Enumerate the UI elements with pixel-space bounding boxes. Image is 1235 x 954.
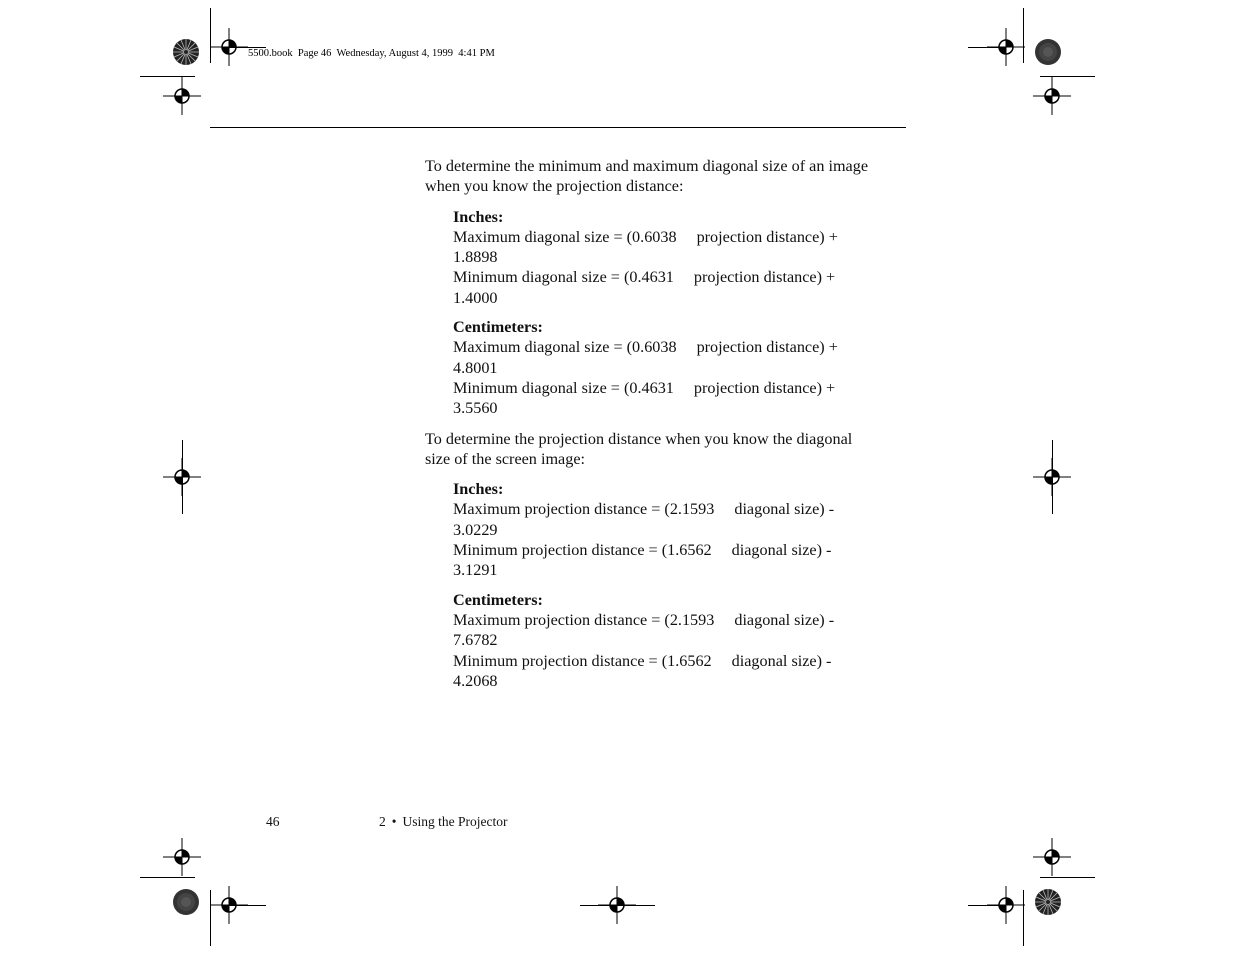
formula-right: diagonal size) - [734, 610, 835, 629]
bullet-separator: • [391, 814, 397, 829]
formula-line [453, 267, 915, 287]
crop-line [580, 905, 655, 906]
formula-right: diagonal size) - [734, 500, 835, 519]
formula-left: Maximum projection distance = (2.1593 [453, 500, 715, 519]
formula-constant: 4.8001 [453, 358, 498, 377]
formula-constant: 4.2068 [453, 671, 498, 690]
formula-constant: 3.5560 [453, 399, 498, 418]
formula-constant: 1.8898 [453, 248, 498, 267]
crop-line [140, 877, 195, 878]
formula-constant: 1.4000 [453, 288, 498, 307]
formula-line [453, 227, 915, 247]
chapter-number: 2 [379, 814, 386, 829]
intro-line: when you know the projection distance: [425, 177, 684, 196]
group-heading: Inches: [453, 207, 504, 226]
crop-line [182, 440, 183, 514]
starburst-mark-icon [172, 38, 200, 66]
formula-line [453, 651, 915, 671]
formula-constant: 3.1291 [453, 561, 498, 580]
formula-right: projection distance) + [693, 378, 836, 397]
crop-line [1052, 440, 1053, 514]
formula-left: Minimum projection distance = (1.6562 [453, 541, 712, 560]
starburst-mark-icon [172, 888, 200, 916]
formula-left: Maximum diagonal size = (0.6038 [453, 338, 677, 357]
running-footer [379, 814, 507, 830]
formula-line [453, 540, 915, 560]
formula-group-inches [453, 207, 915, 308]
registration-mark-icon [163, 77, 201, 115]
formula-right: projection distance) + [696, 227, 838, 246]
registration-mark-icon [1033, 77, 1071, 115]
formula-left: Minimum diagonal size = (0.4631 [453, 268, 674, 287]
formula-right: diagonal size) - [731, 541, 832, 560]
formula-left: Minimum diagonal size = (0.4631 [453, 378, 674, 397]
header-rule [210, 127, 906, 128]
group-heading: Centimeters: [453, 318, 543, 337]
crop-line [228, 905, 266, 906]
formula-line [453, 337, 915, 357]
starburst-mark-icon [1034, 38, 1062, 66]
starburst-mark-icon [1034, 888, 1062, 916]
formula-line [453, 610, 915, 630]
registration-mark-icon [1033, 838, 1071, 876]
page-number: 46 [266, 814, 280, 829]
crop-line [1040, 877, 1095, 878]
formula-left: Minimum projection distance = (1.6562 [453, 651, 712, 670]
group-heading: Inches: [453, 480, 504, 499]
crop-line [228, 47, 266, 48]
intro-line: To determine the projection distance when you know the diagonal [425, 429, 853, 448]
intro-paragraph [425, 156, 915, 197]
crop-line [968, 47, 1006, 48]
intro-paragraph [425, 429, 915, 470]
formula-right: projection distance) + [696, 338, 838, 357]
registration-mark-icon [163, 838, 201, 876]
formula-group-centimeters [453, 317, 915, 418]
body-text [425, 156, 915, 700]
formula-constant: 7.6782 [453, 631, 498, 650]
crop-line [968, 905, 1006, 906]
formula-constant: 3.0229 [453, 520, 498, 539]
formula-left: Maximum diagonal size = (0.6038 [453, 227, 677, 246]
formula-right: projection distance) + [693, 268, 836, 287]
chapter-title: Using the Projector [402, 814, 508, 829]
slug-line: 5500.book Page 46 Wednesday, August 4, 1999 4:41 PM [248, 48, 495, 59]
formula-group-inches [453, 479, 915, 580]
formula-line [453, 378, 915, 398]
group-heading: Centimeters: [453, 590, 543, 609]
formula-right: diagonal size) - [731, 651, 832, 670]
formula-group-centimeters [453, 590, 915, 691]
formula-line [453, 499, 915, 519]
formula-left: Maximum projection distance = (2.1593 [453, 610, 715, 629]
intro-line: To determine the minimum and maximum diagonal size of an image [425, 157, 869, 175]
intro-line: size of the screen image: [425, 449, 586, 468]
